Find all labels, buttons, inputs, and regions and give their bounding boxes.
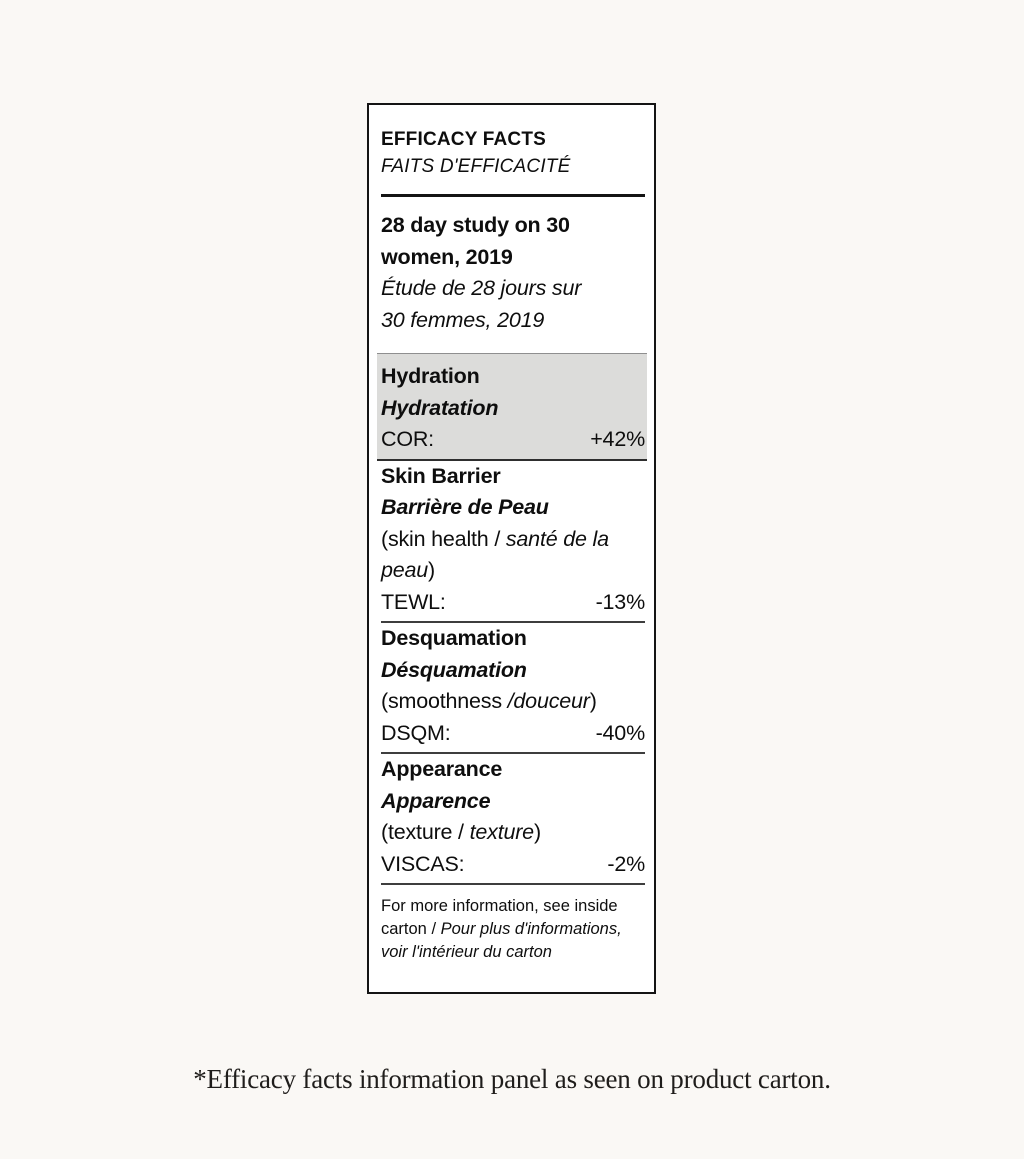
metric-label: VISCAS:: [381, 851, 465, 876]
metric-label: TEWL:: [381, 589, 446, 614]
metric-value: -40%: [595, 720, 645, 745]
section-name-fr: Apparence: [381, 788, 491, 813]
panel-title-en: EFFICACY FACTS: [381, 129, 547, 150]
section-name-fr: Désquamation: [381, 657, 527, 682]
metric-row: [381, 718, 645, 750]
footer-note: [381, 885, 645, 964]
image-caption: *Efficacy facts information panel as seen on product carton.: [193, 1064, 831, 1094]
section-appearance: [381, 754, 645, 885]
section-qualifier: (smoothness /douceur): [381, 689, 597, 713]
study-summary-en-line1: 28 day study on 30: [381, 213, 570, 237]
metric-label: COR:: [381, 427, 434, 451]
panel-title-fr: FAITS D'EFFICACITÉ: [381, 156, 571, 177]
section-skin-barrier: [381, 461, 645, 624]
footer-note-fr: Pour plus d'informations, voir l'intérieur du carton: [381, 920, 622, 961]
study-summary-fr-line2: 30 femmes, 2019: [381, 307, 545, 332]
footer-note-en: For more information, see inside carton /: [381, 897, 618, 938]
section-qualifier: (skin health / santé de la peau): [381, 526, 609, 582]
metric-row: [381, 587, 645, 619]
metric-row: [381, 849, 645, 881]
study-summary-fr-line1: Étude de 28 jours sur: [381, 276, 582, 300]
section-hydration: [377, 353, 647, 461]
study-summary-en-line2: women, 2019: [381, 244, 513, 269]
section-desquamation: [381, 623, 645, 754]
section-qualifier: (texture / texture): [381, 820, 541, 844]
section-name-en: Hydration: [381, 364, 480, 388]
efficacy-facts-panel: [367, 103, 656, 994]
metric-row: [381, 424, 645, 456]
metric-value: -13%: [595, 589, 645, 614]
header-divider: [381, 194, 645, 197]
section-name-en: Appearance: [381, 757, 503, 781]
section-name-en: Skin Barrier: [381, 463, 501, 488]
study-summary: [381, 210, 645, 336]
section-name-en: Desquamation: [381, 626, 527, 650]
metric-label: DSQM:: [381, 720, 451, 745]
section-name-fr: Hydratation: [381, 395, 499, 420]
metric-value: -2%: [607, 851, 645, 876]
metric-value: +42%: [590, 427, 645, 451]
section-name-fr: Barrière de Peau: [381, 495, 549, 519]
